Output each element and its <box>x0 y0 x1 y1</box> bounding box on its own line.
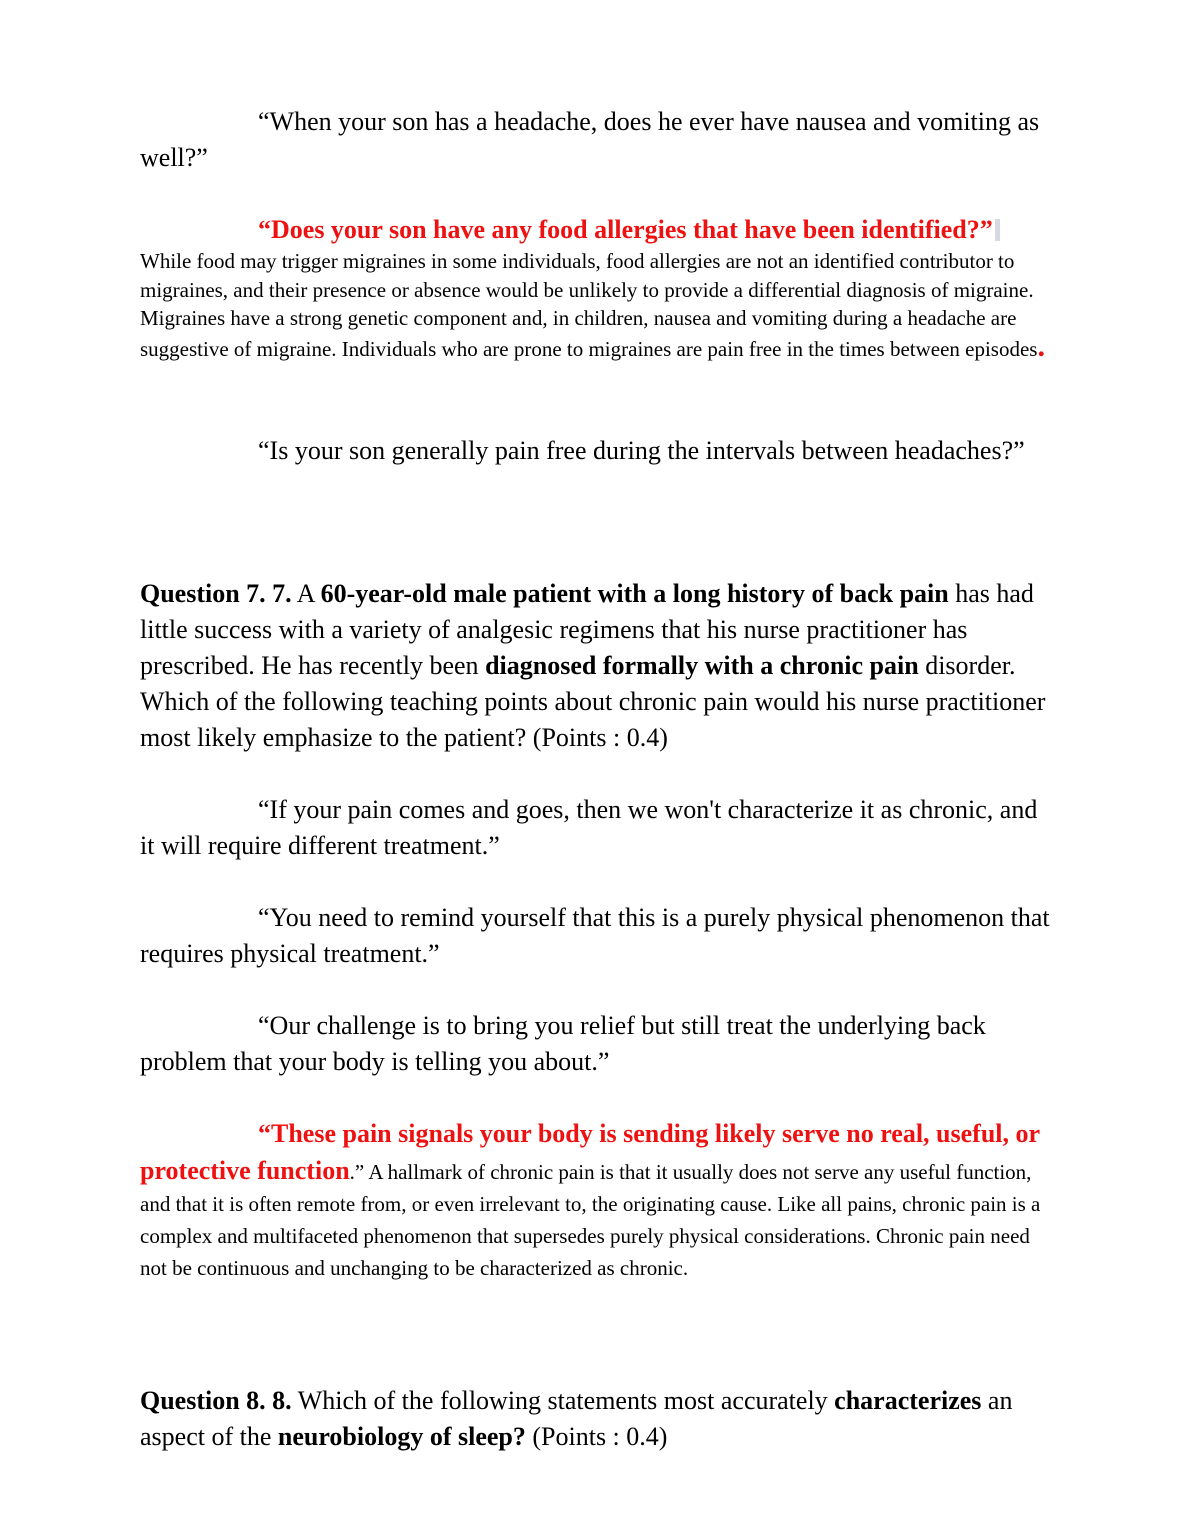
q7-correct-answer: “These pain signals your body is sending likely serve no real, useful, or protective function.” A hallmark of chronic pain is that it usually does not serve any useful function, and that it is often remote from, or even irrelevant to, the originating cause. Like all pains, chronic pain is a complex and multifaceted phenomenon that supersedes purely physical considerations. Chronic pain need not be continuous and unchanging to be characterized as chronic. <box>140 1119 1041 1280</box>
q8-stem: Question 8. 8. Which of the following statements most accurately characterizes an aspect of the neurobiology of sleep? (Points : 0.4) <box>140 1386 1013 1451</box>
answer-text: “These pain signals your body is sending likely serve no real, useful, or protective function <box>140 1119 1040 1185</box>
answer-text: “Does your son have any food allergies that have been identified?” <box>258 215 993 244</box>
q6-option-pain-free: “Is your son generally pain free during the intervals between headaches?” <box>258 436 1025 465</box>
text-cursor <box>995 219 1000 241</box>
q6-rationale: While food may trigger migraines in some individuals, food allergies are not an identified contributor to migraines, and their presence or absence would be unlikely to provide a differential diagnosis of migraine. Migraines have a strong genetic component and, in children, nausea and vomiting during a headache are suggestive of migraine. Individuals who are prone to migraines are pain free in the times between episodes. <box>140 249 1045 363</box>
question-label: Question 8. 8. <box>140 1386 292 1415</box>
question-label: Question 7. 7. <box>140 579 292 608</box>
q7-rationale: A hallmark of chronic pain is that it usually does not serve any useful function, and that it is often remote from, or even irrelevant to, the originating cause. Like all pains, chronic pain is a complex and multifaceted phenomenon that supersedes purely physical considerations. Chronic pain need not be continuous and unchanging to be characterized as chronic. <box>140 1160 1041 1280</box>
q6-correct-answer <box>140 212 1055 248</box>
q7-option-2: “You need to remind yourself that this is a purely physical phenomenon that requires physical treatment.” <box>140 903 1050 968</box>
q7-option-1: “If your pain comes and goes, then we won't characterize it as chronic, and it will require different treatment.” <box>140 795 1038 860</box>
q7-stem: Question 7. 7. A 60-year-old male patient with a long history of back pain has had little success with a variety of analgesic regimens that his nurse practitioner has prescribed. He has recently been diagnosed formally with a chronic pain disorder. Which of the following teaching points about chronic pain would his nurse practitioner most likely emphasize to the patient? (Points : 0.4) <box>140 579 1046 752</box>
q6-option-nausea: “When your son has a headache, does he ever have nausea and vomiting as well?” <box>140 107 1040 172</box>
q7-option-3: “Our challenge is to bring you relief but still treat the underlying back problem that your body is telling you about.” <box>140 1011 986 1076</box>
